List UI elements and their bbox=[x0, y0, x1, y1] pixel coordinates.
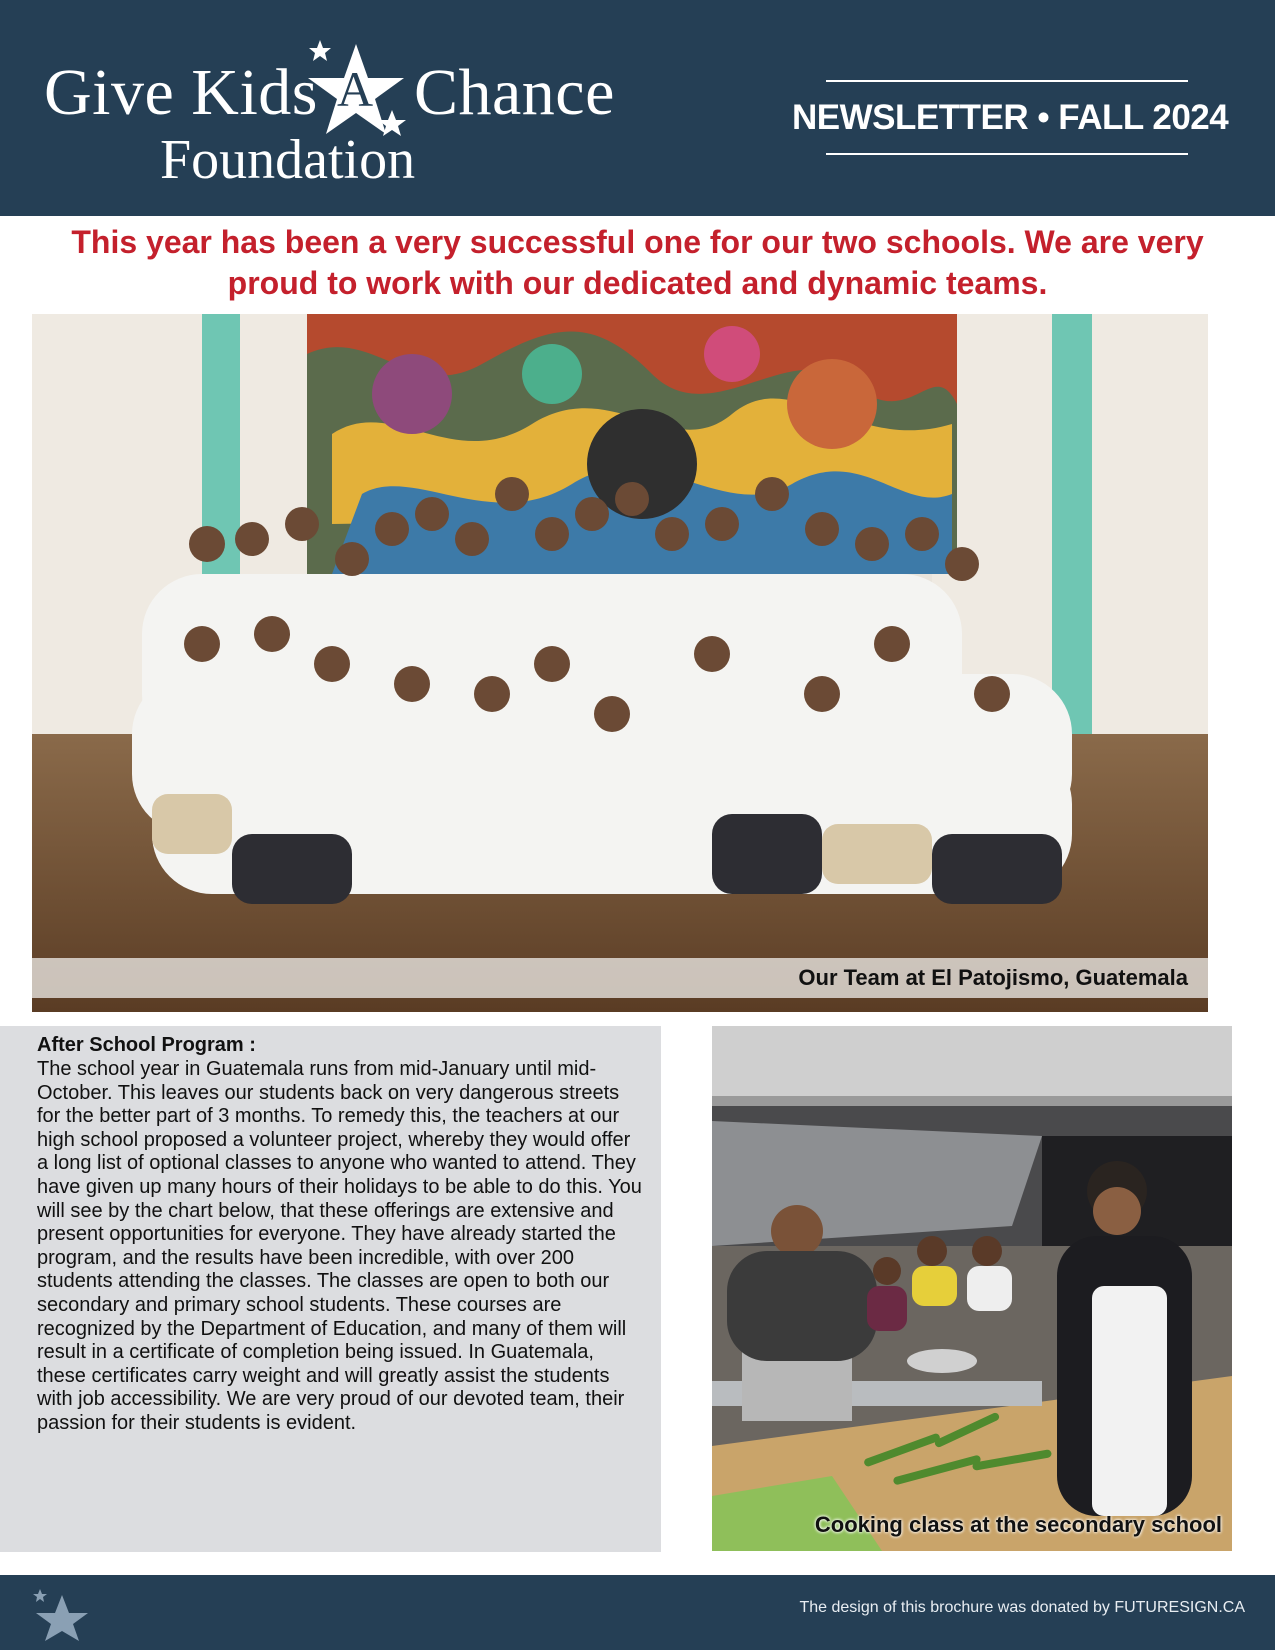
logo-wordmark-line2: Foundation bbox=[160, 129, 416, 191]
after-school-article bbox=[0, 1026, 661, 1552]
cooking-photo-caption: Cooking class at the secondary school bbox=[814, 1512, 1222, 1537]
team-photo-caption: Our Team at El Patojismo, Guatemala bbox=[798, 965, 1188, 990]
team-photo-illustration bbox=[32, 314, 1208, 1012]
newsletter-title: NEWSLETTER • FALL 2024 bbox=[792, 98, 1229, 137]
newsletter-issue bbox=[792, 80, 1229, 160]
star-icon bbox=[298, 38, 408, 148]
page-headline: This year has been a very successful one for our two schools. We are very proud to work with our dedicated and dynamic teams. bbox=[71, 224, 1204, 301]
header-banner bbox=[0, 0, 1275, 216]
logo-wordmark-line1: Give Kids Chance bbox=[44, 56, 615, 129]
article-title: After School Program : bbox=[37, 1034, 256, 1056]
divider-line bbox=[826, 153, 1188, 155]
article-body: The school year in Guatemala runs from mid-January until mid-October. This leaves our students back on very dangerous streets for the better part of 3 months. To remedy this, the teachers at our high school proposed a volunteer project, whereby they would offer a long list of optional classes to anyone who wanted to attend. They have given up many hours of their holidays to be able to do this. You will see by the chart below, that these offerings are extensive and present opportunities for everyone. They have already started the program, and the results have been incredible, with over 200 students attending the classes. The classes are open to both our secondary and primary school students. These courses are recognized by the Department of Education, and many of them will result in a certificate of completion being issued. In Guatemala, these certificates carry weight and will greatly assist the students with job accessibility. We are very proud of our devoted team, their passion for their students is evident. bbox=[37, 1058, 642, 1434]
foundation-logo bbox=[40, 38, 620, 198]
footer-bar bbox=[0, 1575, 1275, 1650]
team-photo bbox=[32, 314, 1208, 1012]
cooking-class-photo bbox=[712, 1026, 1232, 1551]
cooking-photo-illustration bbox=[712, 1026, 1232, 1551]
star-icon bbox=[32, 1589, 88, 1641]
svg-text:A: A bbox=[336, 61, 374, 117]
footer-credit: The design of this brochure was donated by FUTURESIGN.CA bbox=[799, 1599, 1245, 1616]
divider-line bbox=[826, 80, 1188, 82]
